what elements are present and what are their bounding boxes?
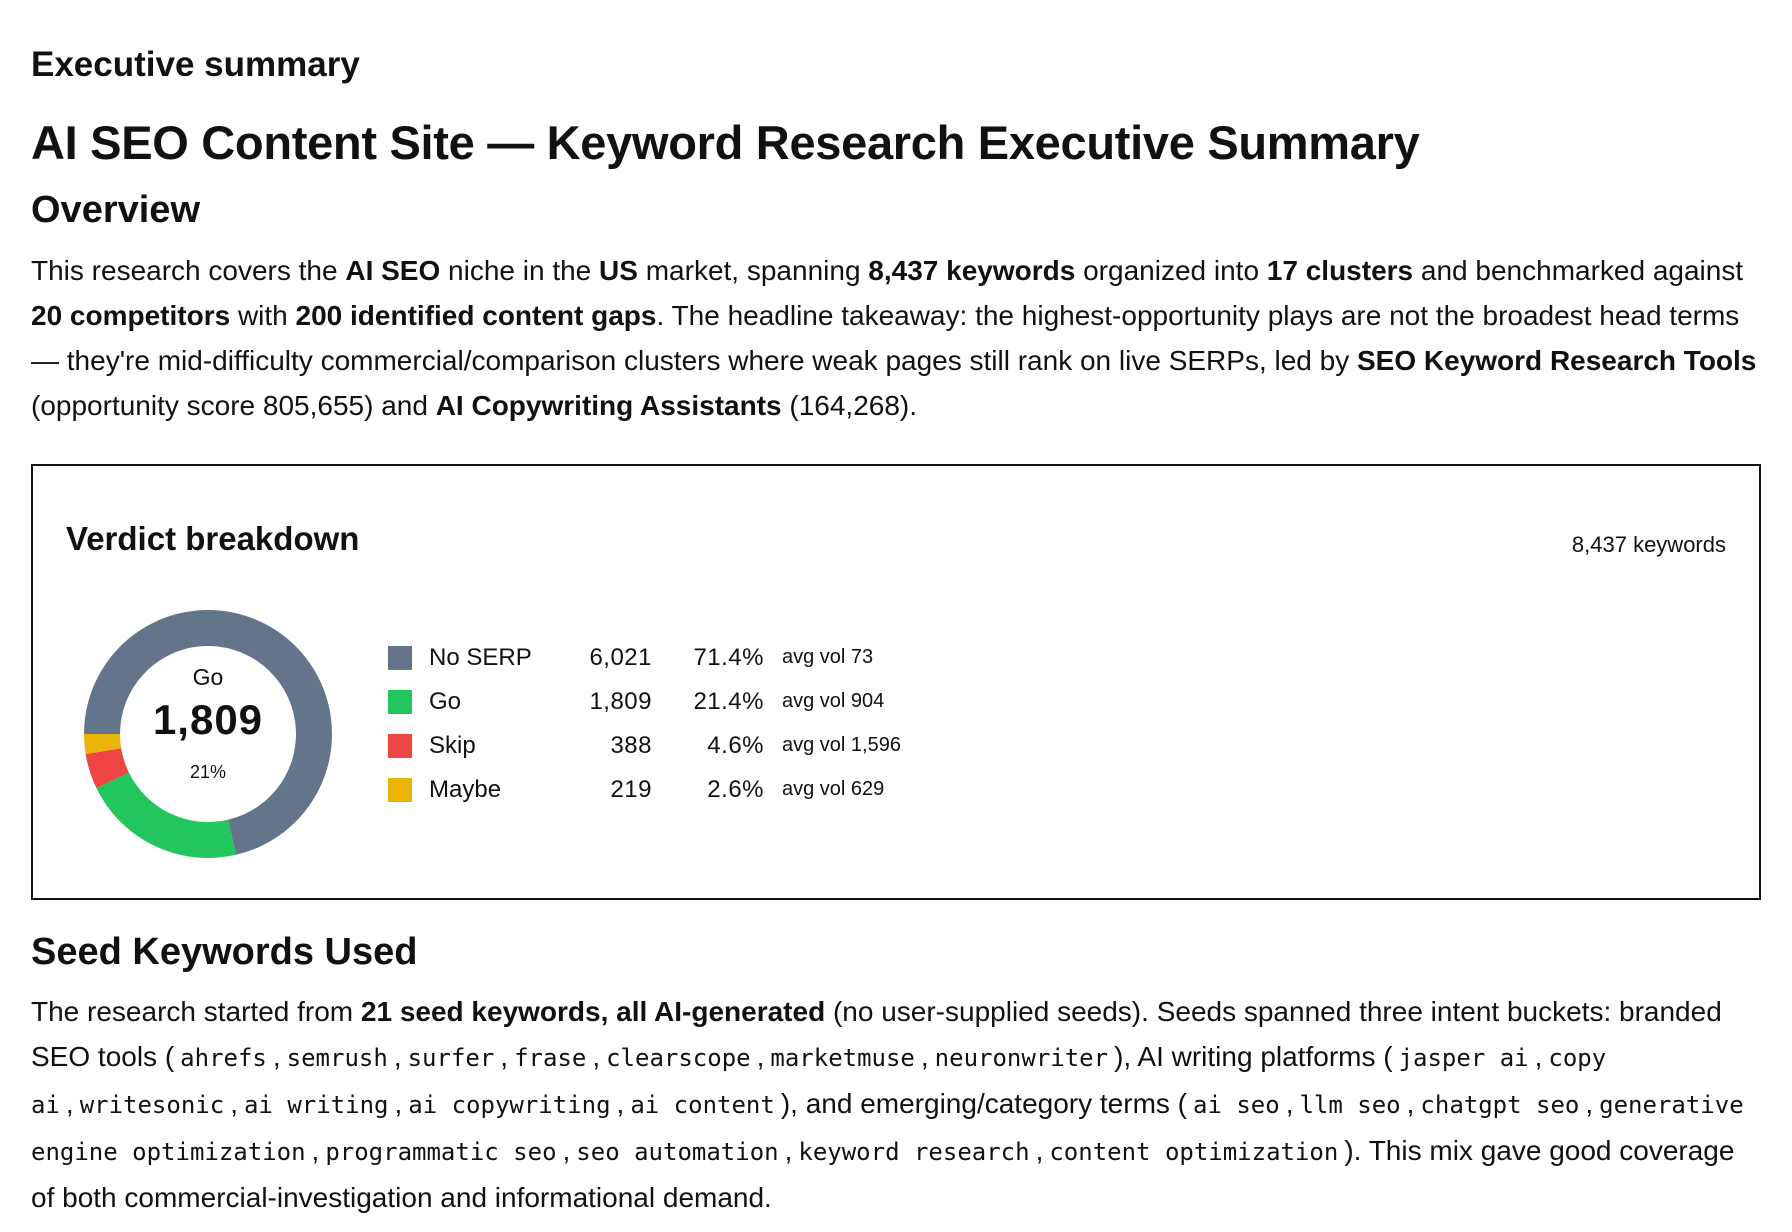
bold-text: 20 competitors <box>31 299 231 331</box>
seed-list-seo-tools: ahrefs , semrush , surfer , frase , clearscope , marketmuse , neuronwriter <box>174 1041 1114 1072</box>
legend-name: Go <box>429 687 462 715</box>
seed-keyword: programmatic seo <box>325 1138 557 1167</box>
bold-text: 17 clusters <box>1266 254 1414 286</box>
legend-percent: 4.6% <box>707 731 764 759</box>
seed-keyword: ai seo <box>1193 1091 1280 1120</box>
seed-list-ai-writing: jasper ai , copy ai , writesonic , ai writing , ai copywriting , ai content <box>31 1041 1607 1120</box>
text: (opportunity score 805,655) and <box>31 389 436 421</box>
seed-keyword: generative engine optimization <box>31 1091 1744 1167</box>
seed-keywords-paragraph <box>31 989 1761 1220</box>
verdict-total: 8,437 keywords <box>1571 531 1726 557</box>
seed-keyword: clearscope <box>606 1044 751 1073</box>
verdict-legend <box>388 636 901 812</box>
seed-keyword: ai copywriting <box>408 1091 611 1120</box>
legend-percent: 71.4% <box>693 643 764 671</box>
seed-keyword: content optimization <box>1049 1138 1339 1167</box>
seed-keyword: jasper ai <box>1398 1044 1529 1073</box>
text: and benchmarked against <box>1413 254 1744 286</box>
seed-keyword: ai writing <box>243 1091 389 1120</box>
swatch-go <box>388 690 412 714</box>
legend-name: Skip <box>429 731 476 759</box>
bold-text: US <box>599 254 638 286</box>
donut-center-label: Go <box>192 663 224 690</box>
legend-avg-volume: avg vol 73 <box>782 646 874 669</box>
text: . The headline takeaway: the highest-opportunity plays are not the broadest head terms — they're mid-difficulty commercial/comparison clusters where weak pages still rank on live SERPs, led by <box>31 299 1740 376</box>
legend-name: No SERP <box>429 643 532 671</box>
legend-avg-volume: avg vol 629 <box>782 778 885 801</box>
swatch-maybe <box>388 778 412 802</box>
legend-row-go <box>388 680 901 724</box>
text: organized into <box>1075 254 1267 286</box>
seed-keyword: chatgpt seo <box>1420 1091 1580 1120</box>
seed-keyword: writesonic <box>79 1091 225 1120</box>
text: ), and emerging/category terms ( <box>780 1088 1187 1120</box>
text: niche in the <box>440 254 600 286</box>
swatch-skip <box>388 734 412 758</box>
seed-keyword: ahrefs <box>180 1044 267 1073</box>
verdict-card <box>31 464 1761 900</box>
text: with <box>230 299 296 331</box>
text: (no user-supplied seeds). Seeds spanned three intent buckets: branded SEO tools ( <box>31 996 1722 1073</box>
text: This research covers the <box>31 254 346 286</box>
seed-keyword: keyword research <box>798 1138 1030 1167</box>
legend-count: 1,809 <box>589 687 652 715</box>
legend-row-no-serp <box>388 636 901 680</box>
seed-keyword: seo automation <box>576 1138 779 1167</box>
bold-text: AI Copywriting Assistants <box>435 389 782 421</box>
bold-text: SEO Keyword Research Tools <box>1357 344 1757 376</box>
bold-text: 21 seed keywords, all AI-generated <box>360 996 826 1028</box>
text: market, spanning <box>637 254 869 286</box>
bold-text: 200 identified content gaps <box>295 299 657 331</box>
seed-keyword: marketmuse <box>770 1044 915 1073</box>
legend-count: 6,021 <box>589 643 652 671</box>
legend-row-maybe <box>388 768 901 812</box>
seed-keyword: frase <box>514 1044 587 1073</box>
page-title: AI SEO Content Site — Keyword Research Executive Summary <box>31 116 1420 169</box>
legend-count: 219 <box>610 775 652 803</box>
swatch-no-serp <box>388 646 412 670</box>
seed-list-category: ai seo , llm seo , chatgpt seo , generative engine optimization , programmatic seo , seo automation , keyword research , content optimization <box>31 1088 1744 1167</box>
legend-avg-volume: avg vol 904 <box>782 690 885 713</box>
seed-keyword: semrush <box>286 1044 388 1073</box>
seed-keyword: neuronwriter <box>934 1044 1109 1073</box>
legend-percent: 21.4% <box>693 687 764 715</box>
legend-name: Maybe <box>429 775 502 803</box>
seed-keyword: llm seo <box>1299 1091 1401 1120</box>
legend-percent: 2.6% <box>707 775 764 803</box>
bold-text: 8,437 keywords <box>868 254 1076 286</box>
text: (164,268). <box>781 389 918 421</box>
seed-keywords-heading: Seed Keywords Used <box>31 930 418 973</box>
donut-center-percent: 21% <box>189 761 227 782</box>
legend-row-skip <box>388 724 901 768</box>
text: ). This mix gave good coverage of both commercial-investigation and informational demand. <box>31 1135 1735 1214</box>
bold-text: AI SEO <box>345 254 441 286</box>
text: The research started from <box>31 996 361 1028</box>
legend-avg-volume: avg vol 1,596 <box>782 734 901 757</box>
seed-keyword: copy ai <box>31 1044 1607 1120</box>
legend-count: 388 <box>610 731 652 759</box>
overview-paragraph <box>31 248 1761 428</box>
seed-keyword: ai content <box>630 1091 775 1120</box>
donut-center-value: 1,809 <box>152 695 264 743</box>
verdict-title: Verdict breakdown <box>66 519 360 557</box>
donut-center <box>78 604 338 864</box>
text: ), AI writing platforms ( <box>1114 1041 1393 1073</box>
overview-heading: Overview <box>31 189 200 232</box>
seed-keyword: surfer <box>407 1044 495 1073</box>
document-heading: Executive summary <box>31 45 360 84</box>
